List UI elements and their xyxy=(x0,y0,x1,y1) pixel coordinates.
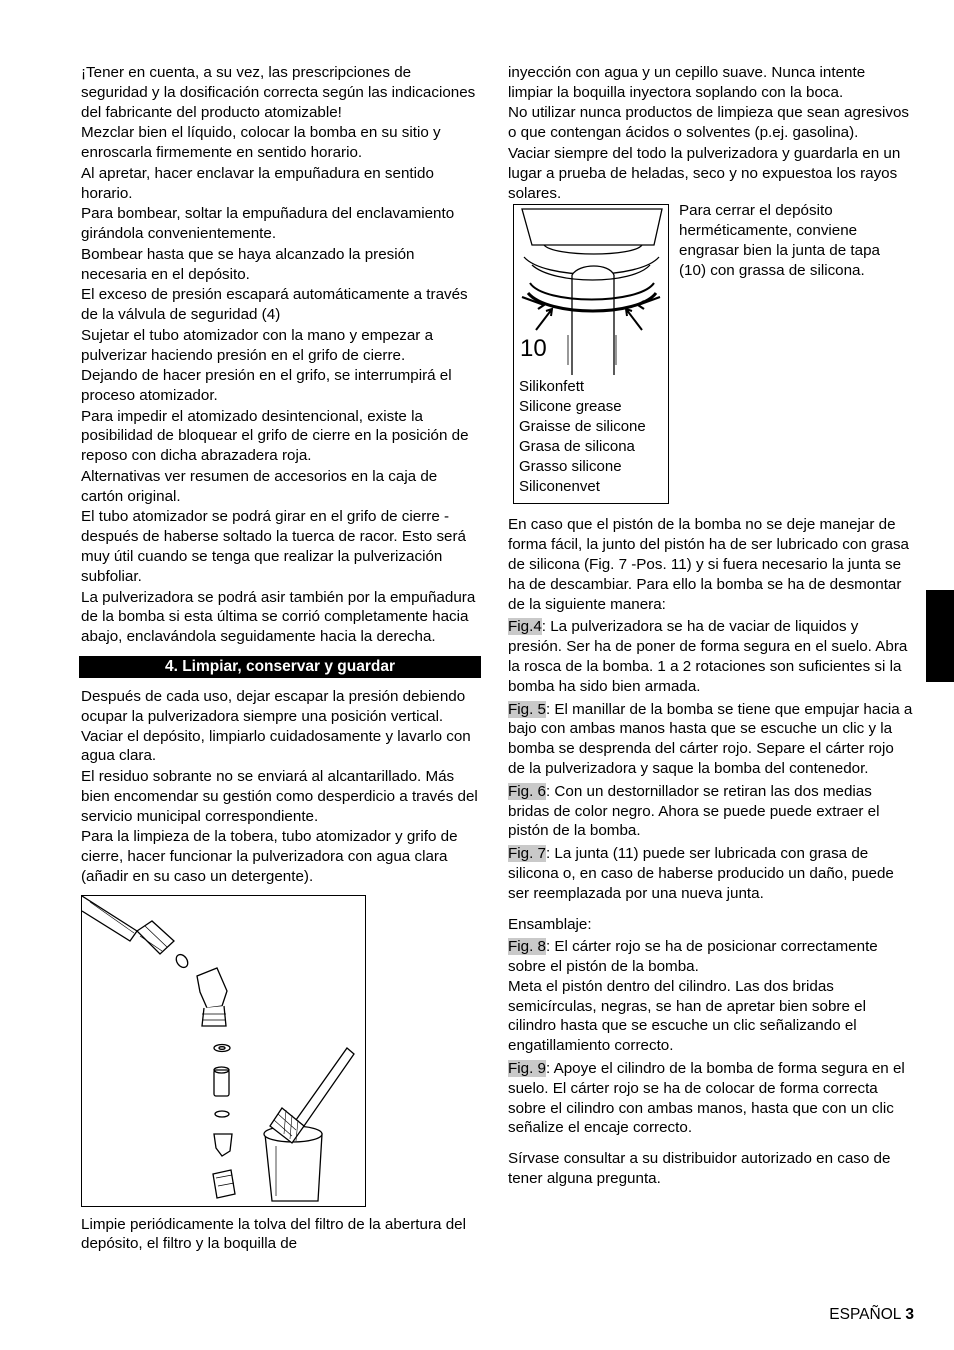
grease-section xyxy=(508,204,913,504)
fig-reference: Fig. 6 xyxy=(508,782,546,800)
paragraph: En caso que el pistón de la bomba no se deje manejar de forma fácil, la junto del pistón ha de ser lubricado con grasa de silicona (Fig. 7 -Pos. 11) y si fuera necesario la junta se ha de descambiar. Para ello la bomba se ha de desmontar de la siguiente manera: xyxy=(508,516,910,613)
fig-step xyxy=(508,700,913,779)
paragraph: Vaciar siempre del todo la pulverizadora y guardarla en un lugar a prueba de heladas, seco y no expuestoa los rayos solares. xyxy=(508,144,901,202)
assembly-label: Ensamblaje: xyxy=(508,915,592,933)
fig-step-continuation: Meta el pistón dentro del cilindro. Las dos bridas semicírculas, negras, se han de apretar bien sobre el cilindro hasta que se escuche un clic señalizando el engatillamiento correcto. xyxy=(508,977,866,1055)
fig-step xyxy=(508,937,913,977)
paragraph: Para la limpieza de la tobera, tubo atomizador y grifo de cierre, hacer funcionar la pulverizadora con agua clara (añadir en su caso un detergente). xyxy=(81,828,458,885)
footer-language: ESPAÑOL xyxy=(829,1306,902,1323)
fig-reference: Fig. 7 xyxy=(508,845,546,863)
position-number: 10 xyxy=(520,335,547,363)
closing-paragraph: Sírvase consultar a su distribuidor autorizado en caso de tener alguna pregunta. xyxy=(508,1150,891,1188)
paragraph: Alternativas ver resumen de accesorios en la caja de cartón original. xyxy=(81,467,438,505)
fig-reference: Fig. 8 xyxy=(508,938,546,956)
language-tab-marker xyxy=(926,590,954,682)
paragraph: Bombear hasta que se haya alcanzado la presión necesaria en el depósito. xyxy=(81,245,415,283)
grease-label: Silicone grease xyxy=(519,398,622,416)
fig-step-text: : El cárter rojo se ha de posicionar correctamente sobre el pistón de la bomba. xyxy=(508,938,878,976)
grease-label: Siliconenvet xyxy=(519,478,600,496)
fig-step-text: : Apoye el cilindro de la bomba de forma segura en el suelo. El cárter rojo se ha de colocar de forma correcta sobre el cilindro con ambas manos, hasta que con un clic señalize el encaje correcto. xyxy=(508,1060,905,1137)
fig-step-text: : La junta (11) puede ser lubricada con grasa de silicona o, en caso de haberse producido un daño, puede ser reemplazada por una nueva junta. xyxy=(508,845,894,902)
fig-step-text: : El manillar de la bomba se tiene que empujar hacia a bajo con ambas manos hasta que se escuche un clic y la bomba se desprenda del cárter rojo. Separe el cárter rojo de la pulverizadora y saque la bomba del contenedor. xyxy=(508,700,913,777)
grease-label: Silikonfett xyxy=(519,378,585,396)
grease-label: Grasa de silicona xyxy=(519,438,635,456)
paragraph: El tubo atomizador se podrá girar en el grifo de cierre - después de haberse soltado la tuerca de racor. Esto será muy útil cuando se tenga que realizar la pulverización subfoliar. xyxy=(81,508,466,585)
page-number: 3 xyxy=(905,1306,914,1323)
fig-step-text: : Con un destornillador se retiran las dos medias bridas de color negro. Ahora se puede puede extraer el pistón de la bomba. xyxy=(508,782,880,840)
grease-note: Para cerrar el depósito herméticamente, conviene engrasar bien la junta de tapa (10) con grassa de silicona. xyxy=(679,202,880,279)
grease-label-list xyxy=(519,377,646,497)
grease-figure xyxy=(513,204,669,504)
left-column xyxy=(81,63,481,1255)
fig-step-text: : La pulverizadora se ha de vaciar de liquidos y presión. Ser ha de poner de forma segura en el suelo. Abra la rosca de la bomba. 1 a 2 rotaciones son suficientes si la bomba ha sido bien armada. xyxy=(508,618,908,695)
grease-label: Grasso silicone xyxy=(519,458,622,476)
fig-step xyxy=(508,782,913,841)
fig-step xyxy=(508,617,913,696)
nozzle-cleaning-figure xyxy=(81,895,366,1207)
grease-label: Graisse de silicone xyxy=(519,418,646,436)
paragraph: No utilizar nunca productos de limpieza que sean agresivos o que contengan ácidos o solventes (p.ej. gasolina). xyxy=(508,104,910,142)
paragraph: Limpie periódicamente la tolva del filtro de la abertura del depósito, el filtro y la boquilla de xyxy=(81,1215,466,1253)
fig-reference: Fig.4 xyxy=(508,618,542,636)
paragraph: El residuo sobrante no se enviará al alcantarillado. Más bien encomendar su gestión como desperdicio a través del servicio municipal correspondiente. xyxy=(81,767,478,825)
paragraph: Después de cada uso, dejar escapar la presión debiendo ocupar la pulverizadora siempre una posición vertical. Vaciar el depósito, limpiarlo cuidadosamente y lavarlo con agua clara. xyxy=(81,687,471,765)
section-heading: 4. Limpiar, conservar y guardar xyxy=(79,656,481,678)
paragraph: Sujetar el tubo atomizador con la mano y empezar a pulverizar haciendo presión en el grifo de cierre. xyxy=(81,326,434,364)
paragraph: Para bombear, soltar la empuñadura del enclavamiento girándola convenientemente. xyxy=(81,205,455,243)
paragraph: inyección con agua y un cepillo suave. Nunca intente limpiar la boquilla inyectora soplando con la boca. xyxy=(508,64,866,101)
fig-reference: Fig. 5 xyxy=(508,700,546,718)
paragraph: Mezclar bien el líquido, colocar la bomba en su sitio y enroscarla firmemente en sentido horario. xyxy=(81,124,441,162)
fig-reference: Fig. 9 xyxy=(508,1060,546,1078)
nozzle-parts-illustration xyxy=(82,896,365,1206)
fig-step xyxy=(508,1059,913,1138)
paragraph: La pulverizadora se podrá asir también por la empuñadura de la bomba si esta última se corrió completamente hacia abajo, enclavándola seguidamente hacia la derecha. xyxy=(81,588,476,646)
paragraph: ¡Tener en cuenta, a su vez, las prescripciones de seguridad y la dosificación correcta según las indicaciones del fabricante del producto atomizable! xyxy=(81,64,476,121)
paragraph: Al apretar, hacer enclavar la empuñadura en sentido horario. xyxy=(81,164,434,202)
page-footer xyxy=(829,1306,914,1324)
paragraph: Para impedir el atomizado desintencional, existe la posibilidad de bloquear el grifo de cierre en la posición de reposo con dicha abrazadera roja. xyxy=(81,407,469,465)
right-column xyxy=(508,63,913,1190)
paragraph: Dejando de hacer presión en el grifo, se interrumpirá el proceso atomizador. xyxy=(81,367,452,404)
fig-step xyxy=(508,844,913,903)
paragraph: El exceso de presión escapará automáticamente a través de la válvula de seguridad (4) xyxy=(81,286,468,324)
